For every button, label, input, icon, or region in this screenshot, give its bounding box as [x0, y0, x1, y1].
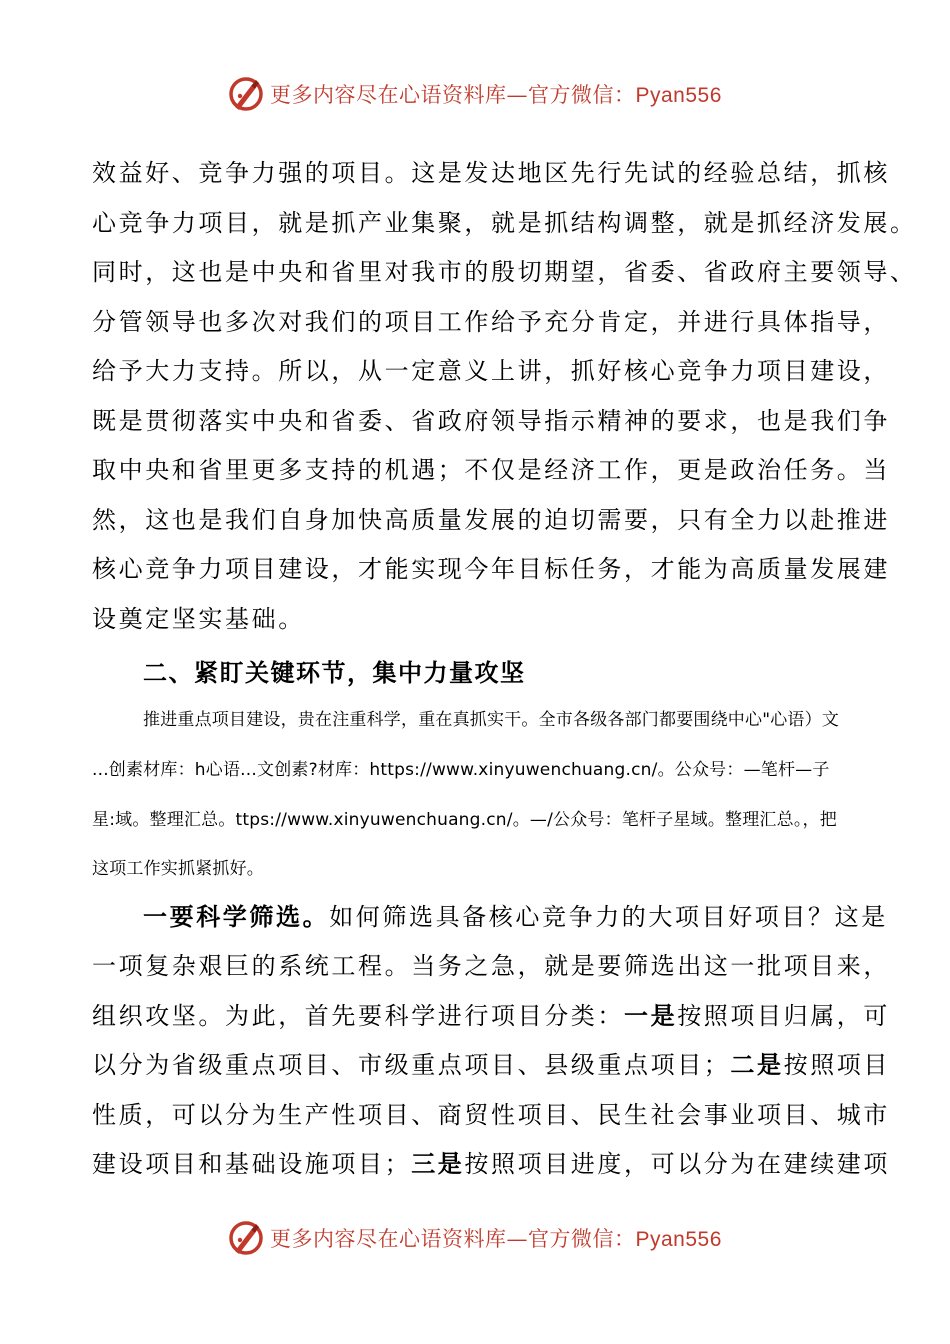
- body-line: 效益好、竞争力强的项目。这是发达地区先行先试的经验总结，抓核: [92, 159, 890, 187]
- banner-slogan: 更多内容尽在心语资料库—官方微信：: [270, 83, 636, 107]
- pen-logo-icon: [226, 1218, 266, 1258]
- body-line: 同时，这也是中央和省里对我市的殷切期望，省委、省政府主要领导、: [92, 258, 917, 286]
- bold-lead: 一要科学筛选。: [143, 902, 330, 931]
- body-line: 心竞争力项目，就是抓产业集聚，就是抓结构调整，就是抓经济发展。: [92, 209, 917, 237]
- text-span: 按照项目归属，可: [677, 1002, 891, 1030]
- body-line: 性质，可以分为生产性项目、商贸性项目、民生社会事业项目、城市: [92, 1101, 890, 1129]
- body-line: [92, 1149, 890, 1179]
- body-line: 然，这也是我们自身加快高质量发展的迫切需要，只有全力以赴推进: [92, 506, 890, 534]
- banner-wechat-id: Pyan556: [635, 1228, 722, 1251]
- text-span: 建设项目和基础设施项目；: [92, 1150, 412, 1178]
- section-heading: 二、紧盯关键环节，集中力量攻坚: [143, 659, 526, 687]
- small-text-line: ...创素材库：h心语...文创素?材库：https://www.xinyuwenchuang.cn/。公众号：—笔杆—子: [92, 760, 830, 780]
- text-span: 按照项目: [783, 1051, 891, 1079]
- body-line: 分管领导也多次对我们的项目工作给予充分肯定，并进行具体指导，: [92, 308, 890, 336]
- body-line: [143, 902, 888, 932]
- header-watermark-banner: [226, 72, 746, 116]
- banner-text: [270, 1223, 722, 1253]
- text-span: 组织攻坚。为此，首先要科学进行项目分类：: [92, 1002, 624, 1030]
- text-span: 按照项目进度，可以分为在建续建项: [464, 1150, 891, 1178]
- body-line: 设奠定坚实基础。: [92, 605, 305, 633]
- body-line: [92, 1050, 890, 1080]
- banner-text: [270, 79, 722, 109]
- body-line: 既是贯彻落实中央和省委、省政府领导指示精神的要求，也是我们争: [92, 407, 890, 435]
- body-line: [92, 1001, 890, 1031]
- small-text-line: 这项工作实抓紧抓好。: [92, 859, 264, 879]
- text-span: 以分为省级重点项目、市级重点项目、县级重点项目；: [92, 1051, 731, 1079]
- text-span: 如何筛选具备核心竞争力的大项目好项目？这是: [329, 903, 888, 931]
- bold-marker: 三是: [411, 1149, 465, 1178]
- bold-marker: 二是: [730, 1050, 784, 1079]
- body-line: 核心竞争力项目建设，才能实现今年目标任务，才能为高质量发展建: [92, 555, 890, 583]
- footer-watermark-banner: [226, 1216, 746, 1260]
- body-line: 给予大力支持。所以，从一定意义上讲，抓好核心竞争力项目建设，: [92, 357, 890, 385]
- pen-logo-icon: [226, 74, 266, 114]
- body-line: 一项复杂艰巨的系统工程。当务之急，就是要筛选出这一批项目来，: [92, 952, 890, 980]
- bold-marker: 一是: [624, 1001, 678, 1030]
- small-text-line: 推进重点项目建设，贵在注重科学，重在真抓实干。全市各级各部门都要围绕中心"心语）文: [143, 710, 840, 730]
- banner-wechat-id: Pyan556: [635, 84, 722, 107]
- banner-slogan: 更多内容尽在心语资料库—官方微信：: [270, 1227, 636, 1251]
- small-text-line: 星:域。整理汇总。ttps://www.xinyuwenchuang.cn/。—/公众号：笔杆子星域。整理汇总。，把: [92, 810, 837, 830]
- body-line: 取中央和省里更多支持的机遇；不仅是经济工作，更是政治任务。当: [92, 456, 890, 484]
